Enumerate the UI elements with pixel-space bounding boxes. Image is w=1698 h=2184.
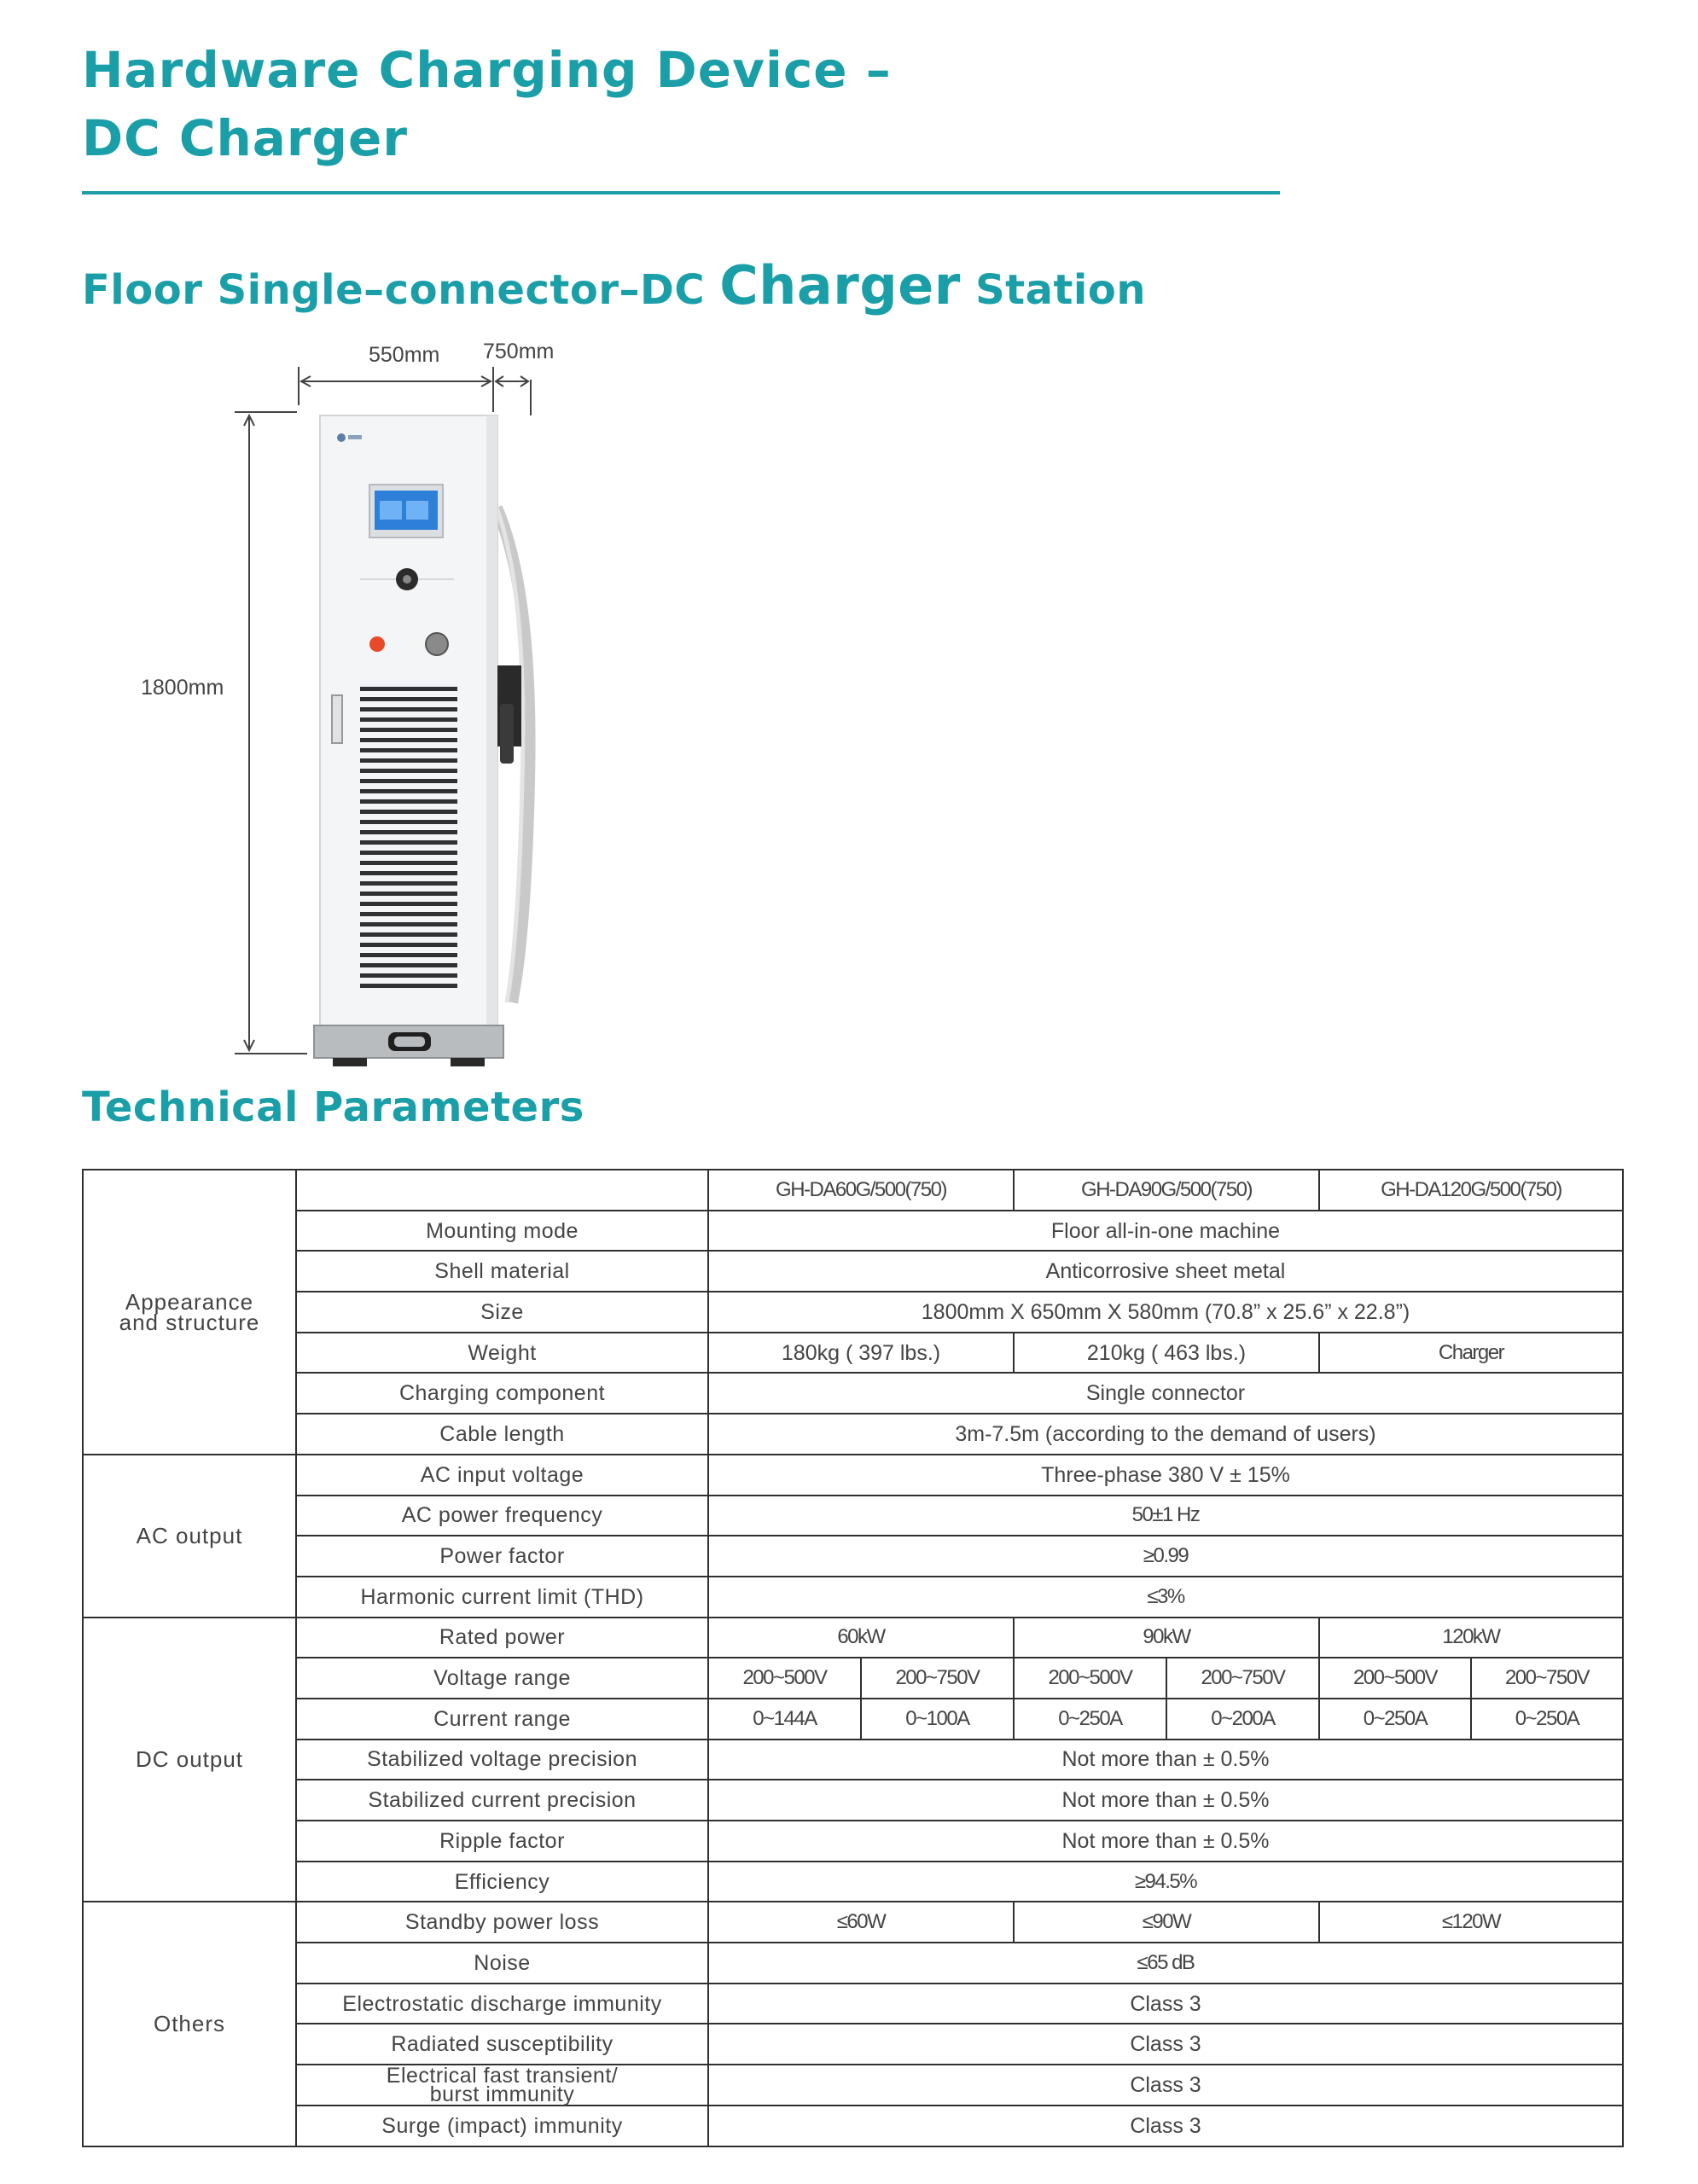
param-value: ≤90W [1014, 1902, 1319, 1943]
param-label: Stabilized voltage precision [296, 1740, 708, 1780]
param-value: 0~250A [1319, 1699, 1471, 1740]
param-label: Charging component [296, 1373, 708, 1414]
width-dimension-line [299, 367, 531, 415]
table-row [83, 1251, 1623, 1292]
param-value: 210kg ( 463 lbs.) [1014, 1333, 1319, 1374]
param-value: Class 3 [708, 1984, 1623, 2024]
height-dimension-label: 1800mm [141, 676, 224, 700]
table-row [83, 2106, 1623, 2146]
subtitle-part-1: Floor Single–connector–DC [82, 266, 720, 314]
category-appearance: Appearance and structure [83, 1170, 296, 1455]
table-row [83, 1862, 1623, 1902]
param-value: 60kW [708, 1618, 1014, 1658]
param-label: AC input voltage [296, 1455, 708, 1496]
table-row [83, 1780, 1623, 1821]
param-label: Electrostatic discharge immunity [296, 1984, 708, 2024]
table-row [83, 1292, 1623, 1333]
param-label: Electrical fast transient/ burst immunity [296, 2065, 708, 2106]
page-title [82, 36, 892, 172]
table-row [83, 1618, 1623, 1658]
param-value: 3m-7.5m (according to the demand of users) [708, 1414, 1623, 1455]
category-others: Others [83, 1902, 296, 2146]
param-label: Shell material [296, 1251, 708, 1292]
param-value: ≤120W [1319, 1902, 1623, 1943]
param-label: Efficiency [296, 1862, 708, 1902]
param-value: Not more than ± 0.5% [708, 1740, 1623, 1780]
param-value: Class 3 [708, 2065, 1623, 2106]
table-row [83, 1536, 1623, 1577]
table-row [83, 1699, 1623, 1740]
param-value: Not more than ± 0.5% [708, 1780, 1623, 1821]
height-dimension-line [235, 412, 307, 1054]
param-label: Stabilized current precision [296, 1780, 708, 1821]
param-value: Not more than ± 0.5% [708, 1821, 1623, 1862]
charger-illustration [128, 337, 606, 1088]
table-row [83, 1455, 1623, 1496]
param-label: Radiated susceptibility [296, 2024, 708, 2065]
title-line-1: Hardware Charging Device – [82, 41, 892, 99]
param-label: Standby power loss [296, 1902, 708, 1943]
param-value: 1800mm X 650mm X 580mm (70.8” x 25.6” x 22.8”) [708, 1292, 1623, 1333]
param-label: Harmonic current limit (THD) [296, 1577, 708, 1618]
param-label: AC power frequency [296, 1496, 708, 1536]
param-label: Cable length [296, 1414, 708, 1455]
param-value: ≤60W [708, 1902, 1014, 1943]
param-value: 0~250A [1471, 1699, 1623, 1740]
table-row [83, 2024, 1623, 2065]
subtitle-part-2: Charger [719, 254, 961, 317]
table-row [83, 1984, 1623, 2024]
param-label: Rated power [296, 1618, 708, 1658]
table-row [83, 1943, 1623, 1984]
category-dc-output: DC output [83, 1618, 296, 1902]
technical-parameters-heading: Technical Parameters [82, 1083, 584, 1131]
param-value: ≤3% [708, 1577, 1623, 1618]
brand-logo-icon [337, 433, 346, 442]
param-value: 0~100A [861, 1699, 1014, 1740]
table-row [83, 1658, 1623, 1699]
param-label: Power factor [296, 1536, 708, 1577]
param-value: 90kW [1014, 1618, 1319, 1658]
title-divider [82, 191, 1280, 195]
model-header: GH-DA120G/500(750) [1319, 1170, 1623, 1211]
param-label: Current range [296, 1699, 708, 1740]
model-header: GH-DA60G/500(750) [708, 1170, 1014, 1211]
param-value: Class 3 [708, 2106, 1623, 2146]
param-label: Size [296, 1292, 708, 1333]
table-row [83, 1373, 1623, 1414]
param-value: Single connector [708, 1373, 1623, 1414]
param-value: ≥0.99 [708, 1536, 1623, 1577]
subtitle-part-3: Station [960, 266, 1147, 314]
table-row [83, 2065, 1623, 2106]
param-label: Weight [296, 1333, 708, 1374]
param-value: 200~500V [708, 1658, 861, 1699]
table-row [83, 1333, 1623, 1374]
table-row [83, 1211, 1623, 1252]
param-value: 200~500V [1319, 1658, 1471, 1699]
key-switch-icon [426, 633, 448, 655]
param-label: Voltage range [296, 1658, 708, 1699]
model-header: GH-DA90G/500(750) [1014, 1170, 1319, 1211]
depth-dimension-label: 750mm [483, 340, 555, 363]
technical-parameters-table [82, 1169, 1624, 2147]
param-value: 200~750V [861, 1658, 1014, 1699]
section-subtitle [82, 254, 1146, 317]
param-value: Floor all-in-one machine [708, 1211, 1623, 1252]
door-handle [332, 695, 342, 743]
param-value: 200~750V [1166, 1658, 1319, 1699]
connector-gun-icon [500, 704, 514, 764]
param-value: 180kg ( 397 lbs.) [708, 1333, 1014, 1374]
param-value: 200~750V [1471, 1658, 1623, 1699]
param-label: Noise [296, 1943, 708, 1984]
category-ac-output: AC output [83, 1455, 296, 1618]
param-value: 50±1 Hz [708, 1496, 1623, 1536]
table-row [83, 1496, 1623, 1536]
param-value: 120kW [1319, 1618, 1623, 1658]
table-row [83, 1577, 1623, 1618]
param-value: Anticorrosive sheet metal [708, 1251, 1623, 1292]
param-value: 200~500V [1014, 1658, 1166, 1699]
param-label: Surge (impact) immunity [296, 2106, 708, 2146]
emergency-stop-icon [369, 636, 385, 652]
param-value: Class 3 [708, 2024, 1623, 2065]
param-value: ≤65 dB [708, 1943, 1623, 1984]
param-label: Mounting mode [296, 1211, 708, 1252]
table-row [83, 1414, 1623, 1455]
param-value: Three-phase 380 V ± 15% [708, 1455, 1623, 1496]
width-dimension-label: 550mm [369, 343, 440, 367]
param-value: 0~200A [1166, 1699, 1319, 1740]
title-line-2: DC Charger [82, 109, 408, 167]
param-value: ≥94.5% [708, 1862, 1623, 1902]
param-value: 0~250A [1014, 1699, 1166, 1740]
header-empty-cell [296, 1170, 708, 1211]
table-row [83, 1902, 1623, 1943]
param-label: Ripple factor [296, 1821, 708, 1862]
table-row [83, 1821, 1623, 1862]
param-value: Charger [1319, 1333, 1623, 1374]
table-row [83, 1170, 1623, 1211]
param-value: 0~144A [708, 1699, 861, 1740]
table-row [83, 1740, 1623, 1780]
